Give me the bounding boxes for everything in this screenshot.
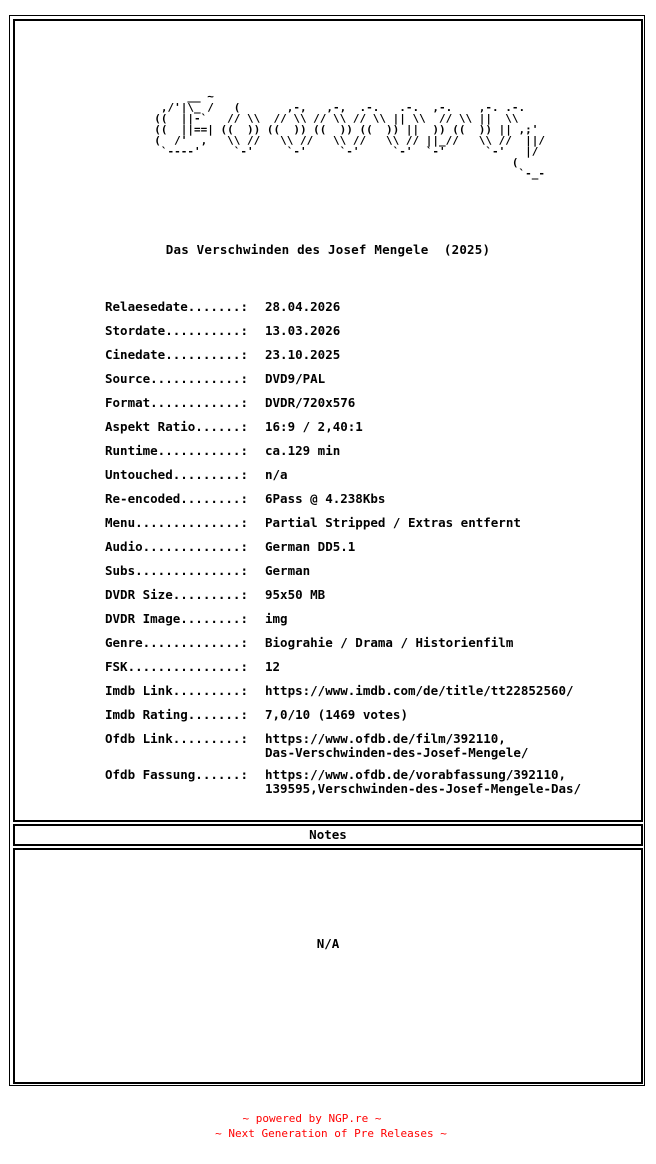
info-row-aspect-ratio xyxy=(105,420,635,444)
info-label: Menu..............: xyxy=(105,515,248,530)
info-label: FSK...............: xyxy=(105,659,248,674)
info-label: Genre.............: xyxy=(105,635,248,650)
info-row-dvdr-image xyxy=(105,612,635,636)
info-label: Subs..............: xyxy=(105,563,248,578)
info-value: 16:9 / 2,40:1 xyxy=(265,419,363,434)
info-value: ca.129 min xyxy=(265,443,341,458)
release-info-list xyxy=(105,300,635,804)
info-value: DVDR/720x576 xyxy=(265,395,356,410)
info-value: 12 xyxy=(265,659,281,674)
info-value: Partial Stripped / Extras entfernt xyxy=(265,515,521,530)
info-row-imdb-rating xyxy=(105,708,635,732)
ofdb-link[interactable]: https://www.ofdb.de/film/392110, Das-Verschwinden-des-Josef-Mengele/ xyxy=(265,731,529,760)
info-row-reencoded xyxy=(105,492,635,516)
info-row-stordate xyxy=(105,324,635,348)
info-row-source xyxy=(105,372,635,396)
info-row-ofdb-fassung xyxy=(105,768,635,804)
info-row-imdb-link xyxy=(105,684,635,708)
info-value: img xyxy=(265,611,288,626)
info-row-audio xyxy=(105,540,635,564)
info-value: 95x50 MB xyxy=(265,587,326,602)
info-label: Relaesedate.......: xyxy=(105,299,248,314)
info-value: German xyxy=(265,563,311,578)
nfo-frame xyxy=(9,15,645,1086)
info-label: Untouched.........: xyxy=(105,467,248,482)
info-label: Aspekt Ratio......: xyxy=(105,419,248,434)
info-row-dvdr-size xyxy=(105,588,635,612)
info-row-runtime xyxy=(105,444,635,468)
info-label: Format............: xyxy=(105,395,248,410)
info-row-subs xyxy=(105,564,635,588)
info-value: 13.03.2026 xyxy=(265,323,341,338)
info-row-menu xyxy=(105,516,635,540)
footer-powered-by[interactable]: ~ powered by NGP.re ~ xyxy=(242,1112,382,1125)
info-label: Re-encoded........: xyxy=(105,491,248,506)
info-label: Ofdb Link.........: xyxy=(105,731,248,746)
info-row-untouched xyxy=(105,468,635,492)
footer-tagline: ~ Next Generation of Pre Releases ~ xyxy=(215,1127,447,1140)
info-row-ofdb-link xyxy=(105,732,635,768)
notes-heading: Notes xyxy=(309,827,347,842)
info-value: 6Pass @ 4.238Kbs xyxy=(265,491,386,506)
notes-panel xyxy=(13,848,643,1084)
info-value: German DD5.1 xyxy=(265,539,356,554)
ofdb-fassung-link[interactable]: https://www.ofdb.de/vorabfassung/392110, 139595,Verschwinden-des-Josef-Mengele-Das/ xyxy=(265,767,582,796)
release-info-panel xyxy=(13,19,643,822)
info-label: Cinedate..........: xyxy=(105,347,248,362)
info-value: n/a xyxy=(265,467,288,482)
info-row-format xyxy=(105,396,635,420)
info-row-cinedate xyxy=(105,348,635,372)
release-title: Das Verschwinden des Josef Mengele (2025) xyxy=(165,242,491,257)
imdb-link[interactable]: https://www.imdb.com/de/title/tt22852560/ xyxy=(265,683,574,698)
info-label: DVDR Image........: xyxy=(105,611,248,626)
info-label: Imdb Rating.......: xyxy=(105,707,248,722)
info-value: 23.10.2025 xyxy=(265,347,341,362)
info-row-fsk xyxy=(105,660,635,684)
info-label: Runtime...........: xyxy=(105,443,248,458)
info-row-releasedate xyxy=(105,300,635,324)
info-value: DVD9/PAL xyxy=(265,371,326,386)
notes-text: N/A xyxy=(316,936,340,951)
info-label: Ofdb Fassung......: xyxy=(105,767,248,782)
info-value: Biograhie / Drama / Historienfilm xyxy=(265,635,514,650)
info-value: 28.04.2026 xyxy=(265,299,341,314)
info-row-genre xyxy=(105,636,635,660)
group-ascii-logo: __ ~ ,/'|\_ / ( ,-, ,-, .-. .-. ,-. ,-. .-. (( ||-` // \\ // \\ // \\ // \\ || \\ // \\ || \\ (( ||==| (( )) (( )) (( )) (( )) || )) (( )) || ,;' ( /' , \\ // \\ // \\ // \\ // ||_// \\ // ||/ `----' `-' `-' `-' `-' `-' `-' |/ ( `-_- xyxy=(154,90,545,180)
info-label: Imdb Link.........: xyxy=(105,683,248,698)
info-label: Stordate..........: xyxy=(105,323,248,338)
notes-header-panel xyxy=(13,824,643,846)
info-label: Audio.............: xyxy=(105,539,248,554)
info-label: DVDR Size.........: xyxy=(105,587,248,602)
info-label: Source............: xyxy=(105,371,248,386)
info-value: 7,0/10 (1469 votes) xyxy=(265,707,408,722)
